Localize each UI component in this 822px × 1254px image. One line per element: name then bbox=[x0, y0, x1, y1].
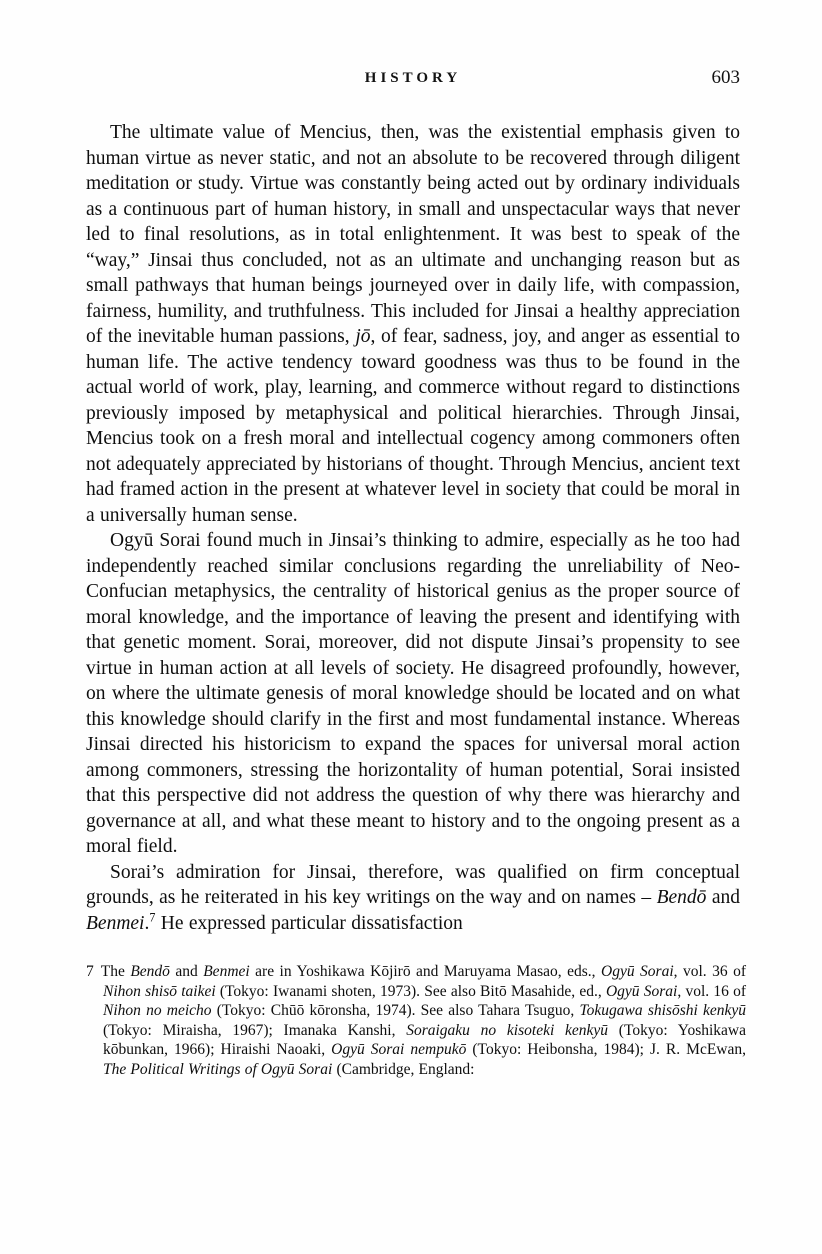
footnote-number: 7 bbox=[86, 963, 94, 980]
paragraph-ogyu-sorai: Ogyū Sorai found much in Jinsai’s thinking to admire, especially as he too had independently reached similar conclusions regarding the unreliability of Neo-Confucian metaphysics, the centrality of historical genius as the proper source of moral knowledge, and the importance of leaving the present and identifying with that genetic moment. Sorai, moreover, did not dispute Jinsai’s propensity to see virtue in human action at all levels of society. He disagreed profoundly, however, on where the ultimate genesis of moral knowledge should be located and on what this knowledge should clarify in the first and most fundamental instance. Whereas Jinsai directed his historicism to expand the spaces for universal moral action among commoners, stressing the horizontality of human potential, Sorai insisted that this perspective did not address the question of why there was hierarchy and governance at all, and what these meant to history and to the ongoing present as a moral field. bbox=[86, 530, 740, 857]
page-header bbox=[86, 67, 740, 96]
page-number: 603 bbox=[711, 67, 740, 88]
paragraph-mencius-value: The ultimate value of Mencius, then, was the existential emphasis given to human virtue as never static, and not an absolute to be recovered through diligent meditation or study. Virtue was constantly being acted out by ordinary individuals as a continuous part of human history, in small and unspectacular ways that never led to final resolutions, as in total enlightenment. It was best to speak of the “way,” Jinsai thus concluded, not as an ultimate and unchanging reason but as small pathways that human beings journeyed over in daily life, with compassion, fairness, humility, and truthfulness. This included for Jinsai a healthy appreciation of the inevitable human passions, jō, of fear, sadness, joy, and anger as essential to human life. The active tendency toward goodness was thus to be found in the actual world of work, play, learning, and commerce without regard to distinctions previously imposed by metaphysical and political hierarchies. Through Jinsai, Mencius took on a fresh moral and intellectual cogency among commoners often not adequately appreciated by historians of thought. Through Mencius, ancient text had framed action in the present at whatever level in society that could be moral in a universally human sense. bbox=[86, 122, 740, 526]
footnote-block bbox=[86, 962, 746, 1080]
body-text bbox=[86, 120, 740, 936]
footnote-text: The Bendō and Benmei are in Yoshikawa Kōjirō and Maruyama Masao, eds., Ogyū Sorai, vol. 36 of Nihon shisō taikei (Tokyo: Iwanami shoten, 1973). See also Bitō Masahide, ed., Ogyū Sorai, vol. 16 of Nihon no meicho (Tokyo: Chūō kōronsha, 1974). See also Tahara Tsuguo, Tokugawa shisōshi kenkyū (Tokyo: Miraisha, 1967); Imanaka Kanshi, Soraigaku no kisoteki kenkyū (Tokyo: Yoshikawa kōbunkan, 1966); Hiraishi Naoaki, Ogyū Sorai nempukō (Tokyo: Heibonsha, 1984); J. R. McEwan, The Political Writings of Ogyū Sorai (Cambridge, England: bbox=[100, 963, 746, 1078]
paragraph-sorai-admiration: Sorai’s admiration for Jinsai, therefore, was qualified on firm conceptual grounds, as he reiterated in his key writings on the way and on names – Bendō and Benmei.$^7$ He expressed particular dissatisfaction bbox=[86, 861, 740, 934]
footnote-7 bbox=[86, 962, 746, 1080]
running-title: HISTORY bbox=[364, 70, 462, 86]
